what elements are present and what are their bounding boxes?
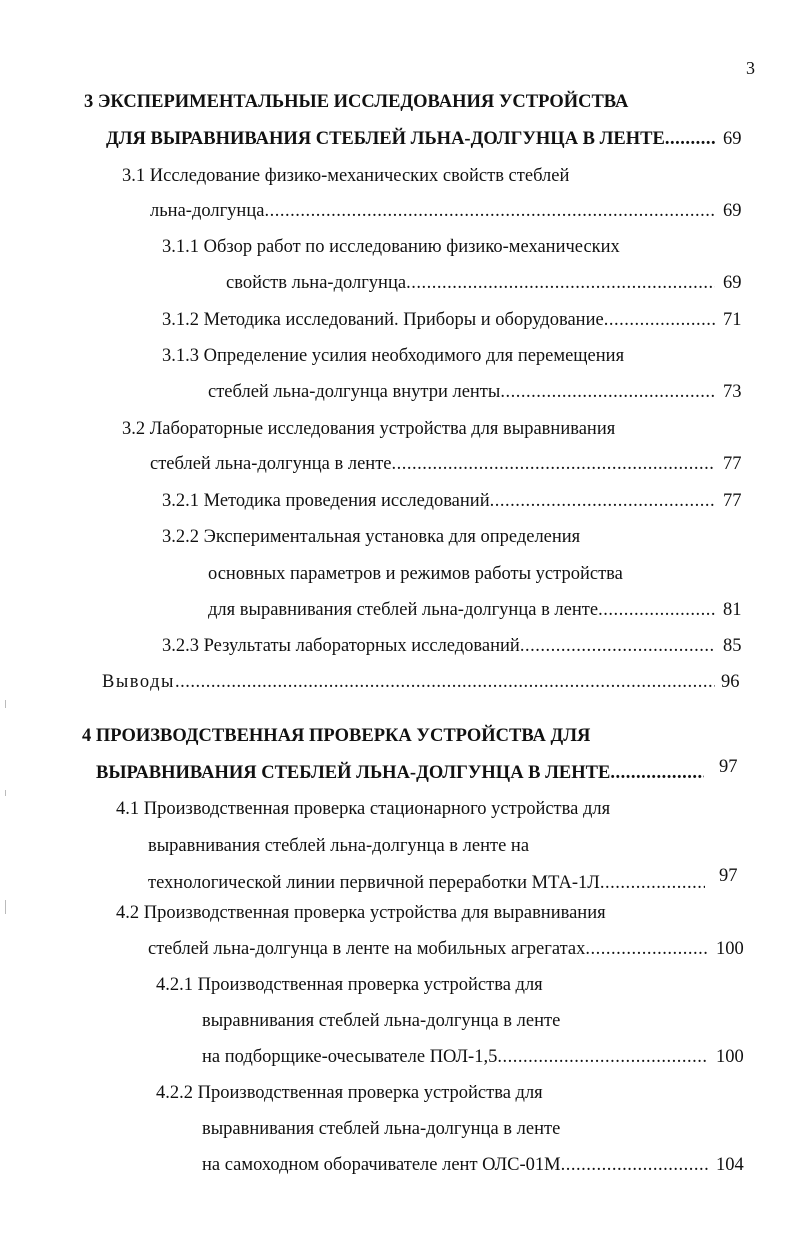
- entry-line: стеблей льна-долгунца в ленте на мобильных агрегатах: [148, 939, 586, 959]
- leader-dots: [264, 199, 715, 223]
- entry-line: свойств льна-долгунца: [226, 273, 407, 293]
- entry-line: 4.1 Производственная проверка стационарного устройства для: [116, 799, 611, 819]
- entry-line: стеблей льна-долгунца в ленте: [150, 454, 392, 474]
- leader-dots: [665, 127, 716, 151]
- entry-line: 3.1.3 Определение усилия необходимого для перемещения: [162, 346, 625, 366]
- chapter3-title-row: [106, 127, 716, 151]
- leader-dots: [490, 489, 715, 513]
- entry-line: основных параметров и режимов работы устройства: [208, 564, 623, 584]
- entry-line: 3.2.3 Результаты лабораторных исследований: [162, 636, 520, 656]
- leader-dots: [497, 1045, 708, 1069]
- entry-row: [162, 634, 715, 658]
- entry-page: 81: [723, 600, 742, 620]
- entry-page: 96: [721, 672, 740, 692]
- entry-line: на самоходном оборачивателе лент ОЛС-01М: [202, 1155, 561, 1175]
- scan-mark: [5, 700, 6, 708]
- chapter4-title-line2: ВЫРАВНИВАНИЯ СТЕБЛЕЙ ЛЬНА-ДОЛГУНЦА В ЛЕНТЕ: [96, 763, 611, 783]
- entry-row: [102, 670, 715, 694]
- entry-page: 71: [723, 310, 742, 330]
- leader-dots: [598, 598, 715, 622]
- entry-page: 69: [723, 201, 742, 221]
- scan-mark: [5, 790, 6, 796]
- entry-row: [162, 489, 715, 513]
- conclusions-label: Выводы: [102, 672, 175, 692]
- leader-dots: [520, 634, 715, 658]
- entry-row: [202, 1045, 708, 1069]
- chapter4-page: 97: [719, 757, 738, 777]
- entry-row: [150, 199, 715, 223]
- entry-row: [208, 598, 715, 622]
- chapter4-title-row: [96, 761, 704, 785]
- leader-dots: [500, 380, 715, 404]
- entry-row: [148, 871, 705, 895]
- leader-dots: [561, 1153, 708, 1177]
- leader-dots: [604, 308, 715, 332]
- entry-line: на подборщике-очесывателе ПОЛ-1,5: [202, 1047, 498, 1067]
- entry-line: 3.2.2 Экспериментальная установка для определения: [162, 527, 581, 547]
- entry-row: [202, 1153, 708, 1177]
- entry-line: 4.2.2 Производственная проверка устройства для: [156, 1083, 543, 1103]
- chapter3-page: 69: [723, 129, 742, 149]
- entry-page: 69: [723, 273, 742, 293]
- entry-line: 3.2 Лабораторные исследования устройства для выравнивания: [122, 419, 616, 439]
- entry-row: [208, 380, 715, 404]
- entry-line: 4.2 Производственная проверка устройства для выравнивания: [116, 903, 606, 923]
- leader-dots: [600, 871, 705, 895]
- entry-line: 3.1.1 Обзор работ по исследованию физико-механических: [162, 237, 620, 257]
- entry-line: 3.1 Исследование физико-механических свойств стеблей: [122, 166, 570, 186]
- entry-line: выравнивания стеблей льна-долгунца в ленте на: [148, 836, 530, 856]
- entry-page: 100: [716, 1047, 744, 1067]
- entry-page: 77: [723, 454, 742, 474]
- entry-line: выравнивания стеблей льна-долгунца в ленте: [202, 1119, 561, 1139]
- entry-row: [226, 271, 715, 295]
- entry-line: выравнивания стеблей льна-долгунца в ленте: [202, 1011, 561, 1031]
- scan-mark: [5, 900, 6, 914]
- entry-line: 3.1.2 Методика исследований. Приборы и оборудование: [162, 310, 604, 330]
- entry-line: льна-долгунца: [150, 201, 265, 221]
- page-number: 3: [746, 58, 755, 78]
- entry-row: [162, 308, 715, 332]
- entry-page: 100: [716, 939, 744, 959]
- leader-dots: [175, 670, 715, 694]
- entry-line: для выравнивания стеблей льна-долгунца в ленте: [208, 600, 599, 620]
- entry-line: 4.2.1 Производственная проверка устройства для: [156, 975, 543, 995]
- entry-row: [150, 452, 715, 476]
- chapter3-title-line1: 3 ЭКСПЕРИМЕНТАЛЬНЫЕ ИССЛЕДОВАНИЯ УСТРОЙСТВА: [84, 92, 629, 112]
- entry-page: 73: [723, 382, 742, 402]
- entry-page: 104: [716, 1155, 744, 1175]
- entry-line: 3.2.1 Методика проведения исследований: [162, 491, 490, 511]
- chapter4-title-line1: 4 ПРОИЗВОДСТВЕННАЯ ПРОВЕРКА УСТРОЙСТВА ДЛЯ: [82, 726, 591, 746]
- entry-page: 97: [719, 866, 738, 886]
- entry-line: стеблей льна-долгунца внутри ленты: [208, 382, 501, 402]
- chapter3-title-line2: ДЛЯ ВЫРАВНИВАНИЯ СТЕБЛЕЙ ЛЬНА-ДОЛГУНЦА В ЛЕНТЕ: [106, 129, 665, 149]
- leader-dots: [585, 937, 708, 961]
- leader-dots: [392, 452, 716, 476]
- entry-row: [148, 937, 708, 961]
- entry-page: 85: [723, 636, 742, 656]
- entry-line: технологической линии первичной переработки МТА-1Л: [148, 873, 600, 893]
- entry-page: 77: [723, 491, 742, 511]
- leader-dots: [406, 271, 715, 295]
- leader-dots: [610, 761, 704, 785]
